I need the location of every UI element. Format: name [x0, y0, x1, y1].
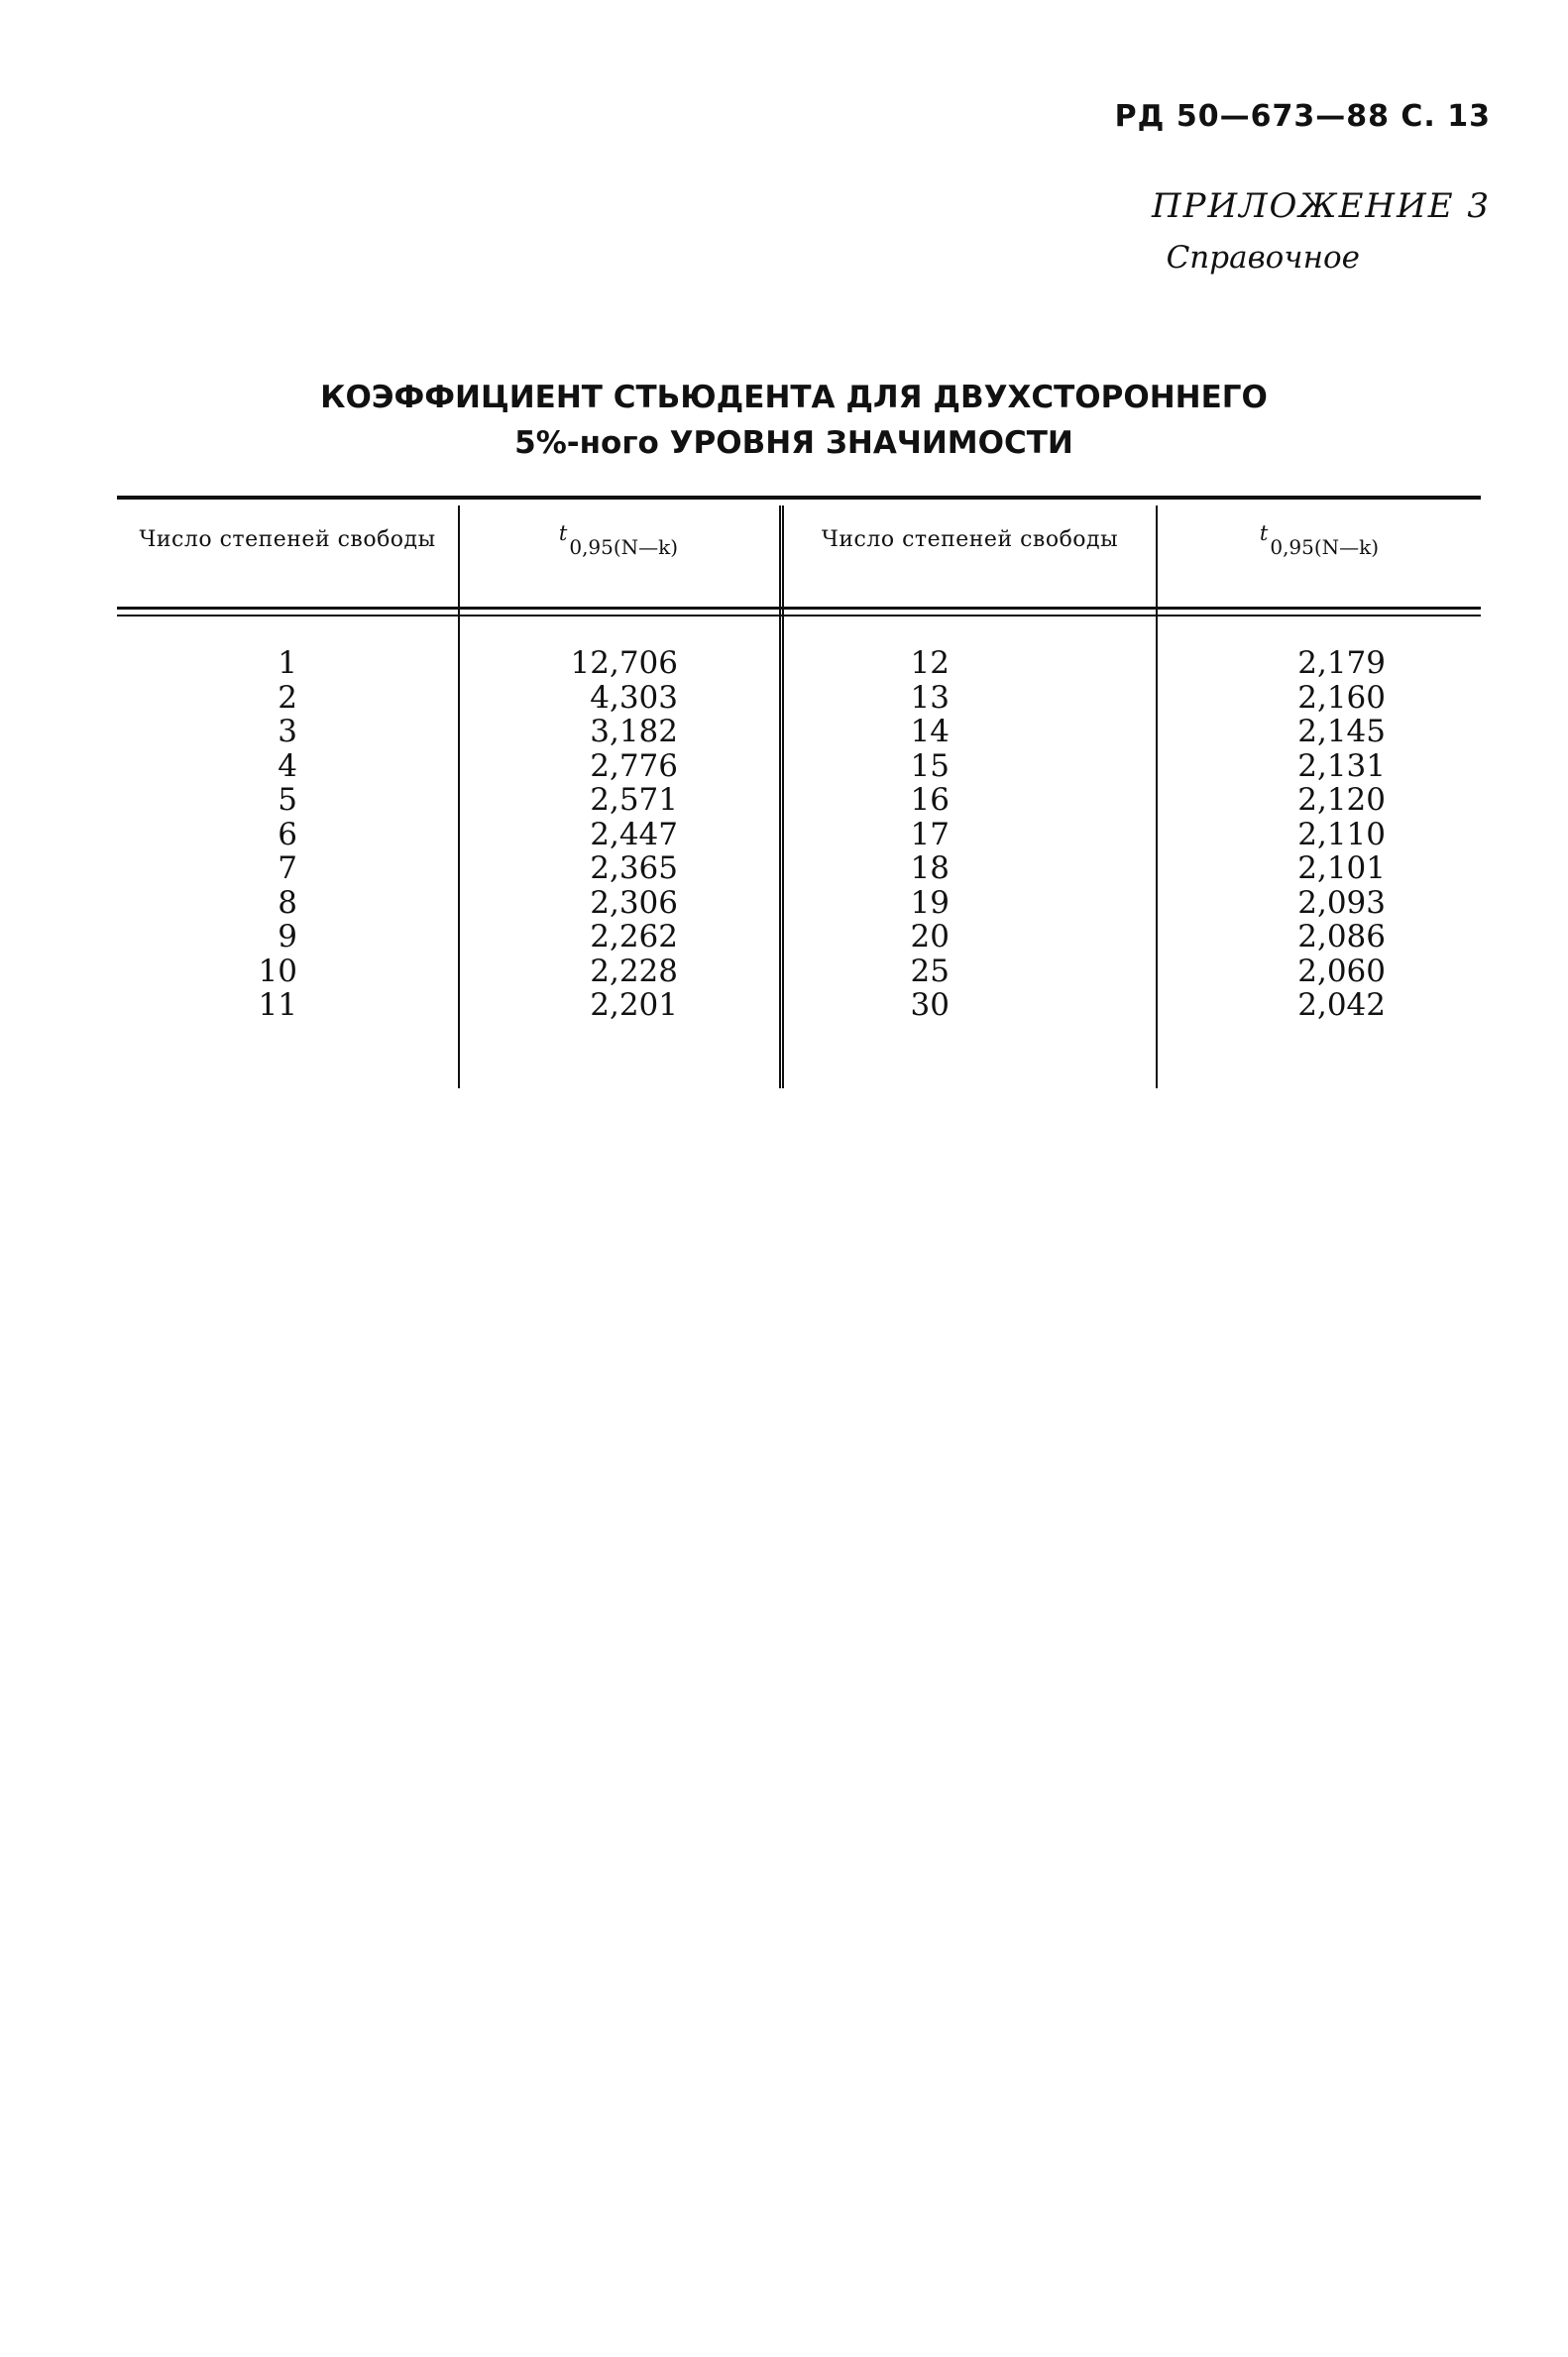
- reference-label: Справочное: [1166, 240, 1360, 276]
- dof-cell: 7: [278, 850, 297, 886]
- column-dof-left: [117, 646, 454, 1023]
- t-subscript-right: 0,95(N—k): [1270, 535, 1380, 559]
- dof-cell: 30: [910, 987, 950, 1023]
- t-value-cell: 2,145: [1297, 714, 1386, 749]
- dof-cell: 15: [910, 747, 950, 784]
- dof-cell: 8: [278, 884, 297, 921]
- dof-cell: 19: [910, 884, 950, 921]
- dof-cell: 18: [910, 850, 950, 886]
- dof-cell: 1: [278, 645, 297, 681]
- t-value-cell: 4,303: [590, 679, 678, 716]
- t-value-cell: 2,447: [590, 816, 678, 852]
- dof-cell: 17: [910, 816, 950, 852]
- t-value-cell: 2,571: [590, 782, 678, 818]
- t-value-cell: 2,060: [1297, 953, 1386, 989]
- header-dof-right: Число степеней свободы: [821, 527, 1119, 552]
- dof-cell: 12: [910, 645, 950, 681]
- dof-cell: 3: [278, 714, 297, 749]
- header-dof-left: Число степеней свободы: [139, 527, 436, 552]
- doc-code: РД 50—673—88 С. 13: [1114, 99, 1491, 134]
- header-rule: [117, 607, 1481, 610]
- column-divider-3: [1156, 505, 1158, 1088]
- dof-cell: 14: [910, 714, 950, 749]
- t-value-cell: 2,228: [590, 953, 678, 989]
- dof-cell: 6: [278, 816, 297, 852]
- t-value-cell: 2,131: [1297, 747, 1386, 784]
- dof-cell: 25: [910, 953, 950, 989]
- column-t-right: [1168, 646, 1485, 1023]
- header-t-right: [1158, 521, 1481, 559]
- dof-cell: 11: [258, 987, 297, 1023]
- t-value-cell: 2,093: [1297, 884, 1386, 921]
- title-line-2: 5%-ного УРОВНЯ ЗНАЧИМОСТИ: [514, 425, 1073, 461]
- dof-cell: 5: [278, 782, 297, 818]
- t-symbol-left: t: [558, 521, 568, 545]
- t-value-cell: 2,365: [590, 850, 678, 886]
- t-value-cell: 2,306: [590, 884, 678, 921]
- table-title: [0, 375, 1568, 466]
- dof-cell: 4: [278, 747, 297, 784]
- header-t-left: [458, 521, 779, 559]
- appendix-label: ПРИЛОЖЕНИЕ 3: [1151, 186, 1491, 226]
- t-value-cell: 12,706: [570, 645, 678, 681]
- t-value-cell: 2,262: [590, 919, 678, 954]
- t-value-cell: 2,201: [590, 987, 678, 1023]
- column-dof-right: [786, 646, 1103, 1023]
- t-value-cell: 2,179: [1297, 645, 1386, 681]
- t-subscript-left: 0,95(N—k): [569, 535, 679, 559]
- dof-cell: 10: [258, 953, 297, 989]
- t-value-cell: 2,160: [1297, 679, 1386, 716]
- dof-cell: 13: [910, 679, 950, 716]
- table-top-rule: [117, 496, 1481, 500]
- dof-cell: 2: [278, 679, 297, 716]
- student-coefficient-table: [117, 496, 1481, 1088]
- t-value-cell: 2,776: [590, 747, 678, 784]
- t-value-cell: 2,042: [1297, 987, 1386, 1023]
- dof-cell: 20: [910, 919, 950, 954]
- column-t-left: [460, 646, 782, 1023]
- t-value-cell: 2,110: [1297, 816, 1386, 852]
- t-value-cell: 2,086: [1297, 919, 1386, 954]
- t-value-cell: 2,101: [1297, 850, 1386, 886]
- title-line-1: КОЭФФИЦИЕНТ СТЬЮДЕНТА ДЛЯ ДВУХСТОРОННЕГО: [320, 380, 1268, 415]
- t-value-cell: 3,182: [590, 714, 678, 749]
- t-value-cell: 2,120: [1297, 782, 1386, 818]
- t-symbol-right: t: [1259, 521, 1269, 545]
- dof-cell: 16: [910, 782, 950, 818]
- header-rule-secondary: [117, 615, 1481, 617]
- dof-cell: 9: [278, 919, 297, 954]
